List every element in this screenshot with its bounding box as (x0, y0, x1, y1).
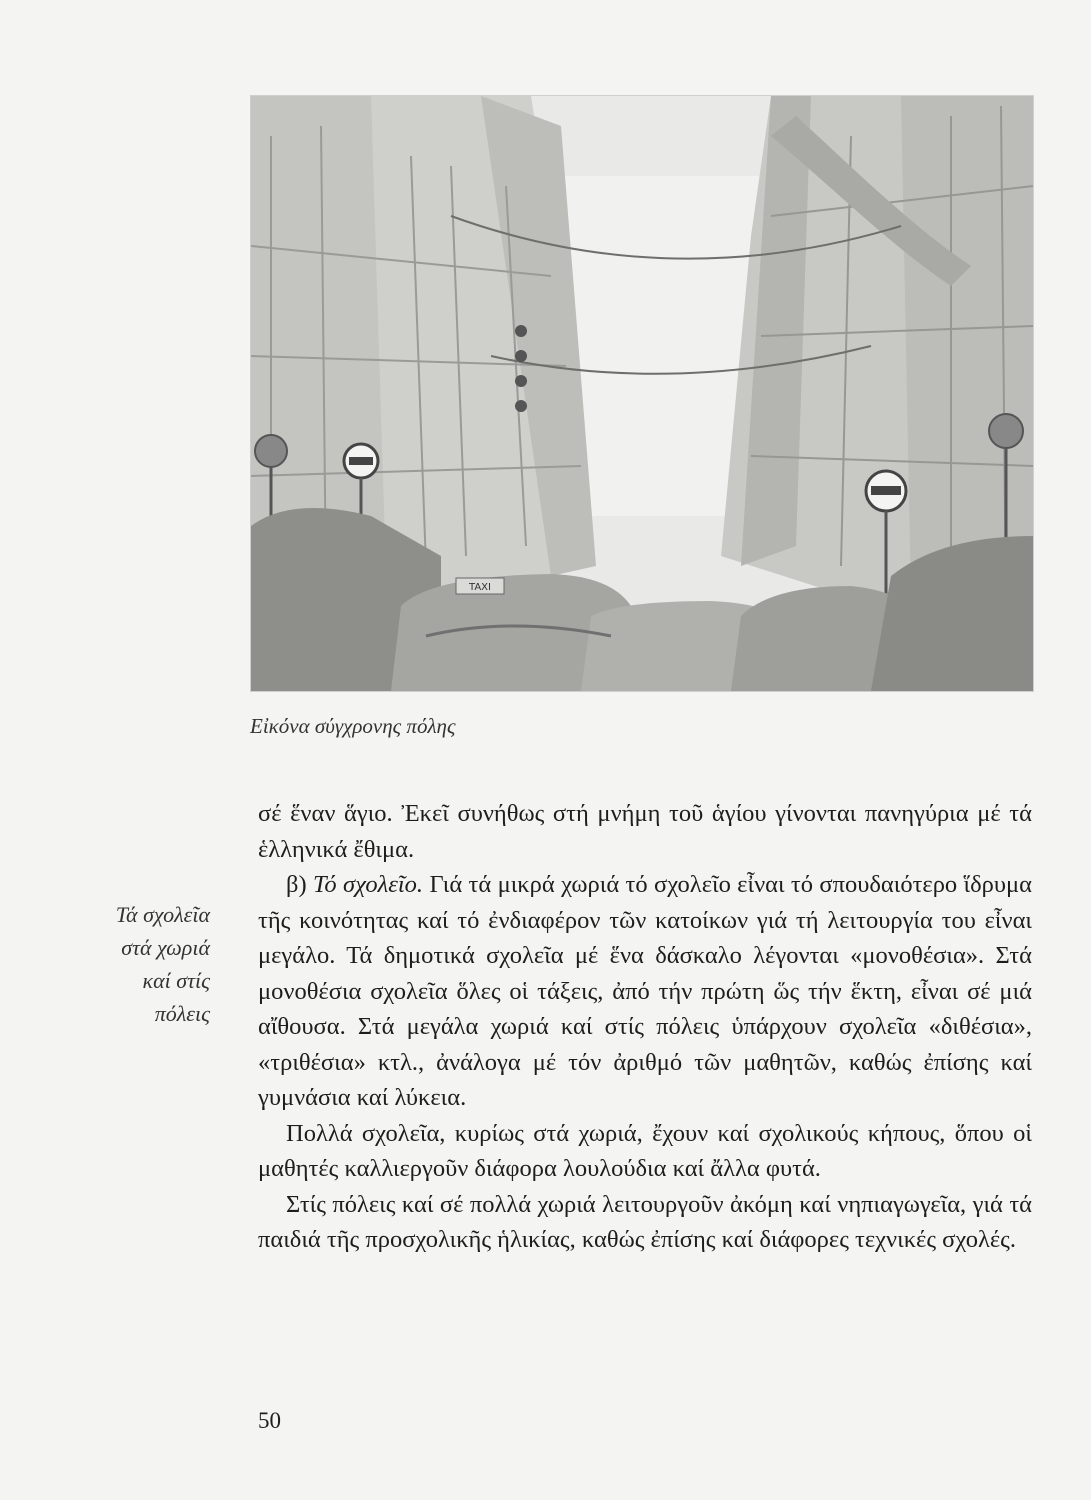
figure-caption: Εἰκόνα σύγχρονης πόλης (250, 714, 456, 738)
taxi-sign-text: TAXI (469, 582, 491, 593)
margin-note (60, 898, 210, 1030)
paragraph (258, 1187, 1032, 1258)
body-text (258, 796, 1032, 1258)
paragraph-text: σέ ἕναν ἅγιο. Ἐκεῖ συνήθως στή μνήμη τοῦ ἁγίου γίνονται πανηγύρια μέ τά ἑλληνικά ἔθιμα. (258, 800, 1032, 863)
margin-note-line: στά χωριά (121, 935, 210, 960)
margin-note-line: καί στίς (142, 968, 210, 993)
paragraph (258, 1116, 1032, 1187)
paragraph-text: Στίς πόλεις καί σέ πολλά χωριά λειτουργοῦν ἀκόμη καί νηπιαγωγεῖα, γιά τά παιδιά τῆς προσχολικῆς ἡλικίας, καθώς ἐπίσης καί διάφορες τεχνικές σχολές. (258, 1190, 1032, 1253)
paragraph-text: Πολλά σχολεῖα, κυρίως στά χωριά, ἔχουν καί σχολικούς κήπους, ὅπου οἱ μαθητές καλλιεργοῦν διάφορα λουλούδια καί ἄλλα φυτά. (258, 1119, 1032, 1182)
margin-note-line: πόλεις (154, 1001, 210, 1026)
city-street-illustration (250, 95, 1034, 692)
paragraph (258, 796, 1032, 867)
page-number: 50 (258, 1408, 281, 1433)
paragraph-text: Γιά τά μικρά χωριά τό σχολεῖο εἶναι τό σπουδαιότερο ἵδρυμα τῆς κοινότητας καί τό ἐνδιαφέρον τῶν κατοίκων γιά τή λειτουργία του εἶναι μεγάλο. Τά δημοτικά σχολεῖα μέ ἕνα δάσκαλο λέγονται «μονοθέσια». Στά μονοθέσια σχολεῖα ὅλες οἱ τάξεις, ἀπό τήν πρώτη ὥς τήν ἕκτη, εἶναι σέ μιά αἴθουσα. Στά μεγάλα χωριά καί στίς πόλεις ὑπάρχουν σχολεῖα «διθέσια», «τριθέσια» κτλ., ἀνάλογα μέ τόν ἀριθμό τῶν μαθητῶν, καθώς ἐπίσης καί γυμνάσια καί λύκεια. (258, 871, 1033, 1111)
section-heading: Τό σχολεῖο. (313, 871, 424, 898)
margin-note-line: Τά σχολεῖα (115, 902, 210, 927)
street-scene-drawing (251, 96, 1033, 691)
list-marker: β) (286, 871, 307, 898)
paragraph (258, 867, 1032, 1116)
